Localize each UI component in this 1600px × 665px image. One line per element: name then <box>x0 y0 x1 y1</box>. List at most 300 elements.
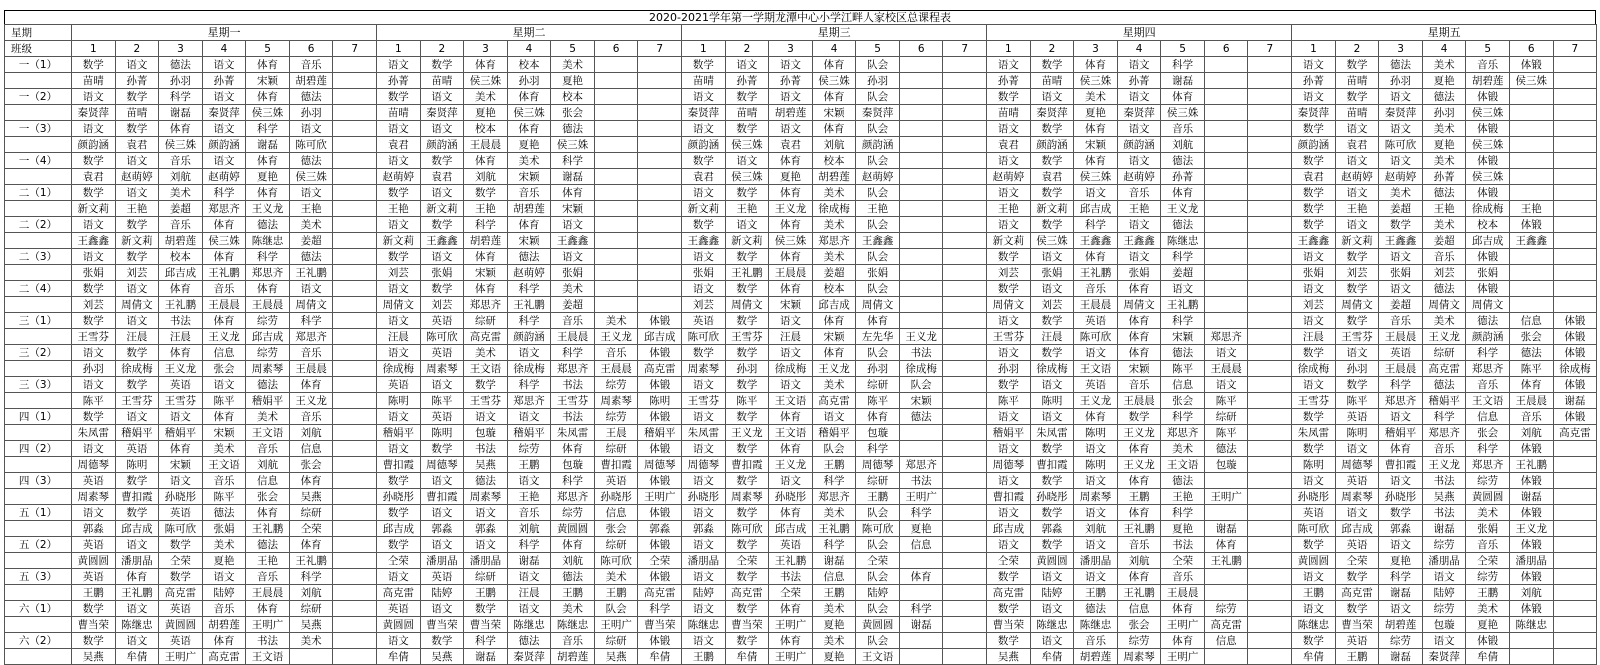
subject-cell: 音乐 <box>507 185 551 201</box>
teacher-cell: 孙菁 <box>115 73 159 89</box>
subject-cell: 语文 <box>420 89 464 105</box>
subject-cell: 英语 <box>769 537 813 553</box>
teacher-cell: 王艳 <box>289 201 333 217</box>
subject-cell: 体锻 <box>1466 249 1510 265</box>
subject-cell: 体锻 <box>1509 217 1553 233</box>
teacher-cell: 刘芸 <box>115 265 159 281</box>
subject-cell <box>1248 441 1292 457</box>
subject-cell: 数学 <box>987 377 1031 393</box>
subject-cell: 美术 <box>1161 441 1205 457</box>
subject-cell: 数学 <box>1335 601 1379 617</box>
subject-cell <box>1204 473 1248 489</box>
teacher-cell: 刘航 <box>289 425 333 441</box>
teacher-cell: 王鑫鑫 <box>72 233 116 249</box>
subject-cell: 科学 <box>1161 313 1205 329</box>
teacher-cell: 谢磊 <box>812 553 856 569</box>
subject-cell: 语文 <box>1379 601 1423 617</box>
teacher-cell: 王礼鹏 <box>1161 297 1205 313</box>
teacher-cell: 陈可欣 <box>725 521 769 537</box>
subject-cell: 科学 <box>507 313 551 329</box>
teacher-cell: 刘航 <box>507 521 551 537</box>
subject-cell: 语文 <box>1030 569 1074 585</box>
teacher-cell: 宋颖 <box>812 329 856 345</box>
teacher-cell <box>333 201 377 217</box>
subject-cell: 英语 <box>420 409 464 425</box>
subject-cell: 美术 <box>812 505 856 521</box>
teacher-cell: 王义龙 <box>725 425 769 441</box>
teacher-cell: 吴燕 <box>1422 489 1466 505</box>
teacher-cell: 陈明 <box>1292 457 1336 473</box>
teacher-cell: 宋颖 <box>812 105 856 121</box>
teacher-cell: 王鹏 <box>507 457 551 473</box>
subject-cell: 科学 <box>899 601 943 617</box>
subject-cell: 英语 <box>420 313 464 329</box>
timetable-sheet <box>4 10 1596 665</box>
subject-cell: 体育 <box>769 153 813 169</box>
subject-cell: 体育 <box>289 473 333 489</box>
teacher-cell: 仝荣 <box>987 553 1031 569</box>
teacher-cell: 王文语 <box>202 457 246 473</box>
subject-cell: 数学 <box>1335 377 1379 393</box>
teacher-cell: 新文莉 <box>725 233 769 249</box>
subject-cell: 语文 <box>289 121 333 137</box>
subject-cell: 综劳 <box>1466 569 1510 585</box>
subject-cell: 音乐 <box>159 217 203 233</box>
subject-cell: 英语 <box>1335 473 1379 489</box>
teacher-cell <box>1248 553 1292 569</box>
subject-cell: 语文 <box>72 377 116 393</box>
teacher-cell: 侯三姝 <box>1030 233 1074 249</box>
teacher-cell: 陈继忠 <box>507 617 551 633</box>
teacher-cell: 孙晓彤 <box>377 489 421 505</box>
teacher-cell: 周倩文 <box>1335 297 1379 313</box>
subject-cell <box>1553 281 1597 297</box>
subject-cell: 语文 <box>1204 345 1248 361</box>
teacher-cell: 王文语 <box>246 425 290 441</box>
teacher-cell: 包璇 <box>464 425 508 441</box>
subject-cell: 音乐 <box>202 601 246 617</box>
subject-cell <box>1248 281 1292 297</box>
subject-cell: 德法 <box>1161 345 1205 361</box>
teacher-cell: 黄圆圆 <box>856 617 900 633</box>
teacher-cell: 王鹏 <box>682 649 726 665</box>
class-name: 一（2） <box>5 89 72 105</box>
subject-cell: 体育 <box>1161 601 1205 617</box>
subject-cell <box>1553 441 1597 457</box>
teacher-cell: 郑思齐 <box>812 489 856 505</box>
teacher-cell <box>943 329 987 345</box>
day-header: 星期四 <box>987 25 1292 41</box>
teacher-cell: 苗晴 <box>987 105 1031 121</box>
subject-cell <box>1248 569 1292 585</box>
teacher-cell: 周素琴 <box>72 489 116 505</box>
table-row-teachers <box>5 265 1597 281</box>
table-row-teachers <box>5 521 1597 537</box>
subject-cell <box>1553 121 1597 137</box>
subject-cell: 数学 <box>1335 281 1379 297</box>
teacher-cell: 侯三姝 <box>1466 137 1510 153</box>
teacher-cell: 黄圆圆 <box>1292 553 1336 569</box>
teacher-cell: 张娟 <box>1030 265 1074 281</box>
subject-cell <box>943 217 987 233</box>
subject-cell: 语文 <box>377 217 421 233</box>
subject-cell: 语文 <box>72 249 116 265</box>
teacher-cell: 胡碧莲 <box>464 233 508 249</box>
subject-cell <box>943 153 987 169</box>
subject-cell: 校本 <box>551 89 595 105</box>
class-name-spacer <box>5 553 72 569</box>
subject-cell: 数学 <box>682 217 726 233</box>
subject-cell: 数学 <box>1379 505 1423 521</box>
teacher-cell <box>638 297 682 313</box>
teacher-cell: 王鑫鑫 <box>1509 233 1553 249</box>
subject-cell: 语文 <box>289 185 333 201</box>
teacher-cell: 姜超 <box>289 233 333 249</box>
subject-cell: 数学 <box>725 121 769 137</box>
class-name: 二（1） <box>5 185 72 201</box>
teacher-cell: 侯三姝 <box>246 105 290 121</box>
subject-cell: 数学 <box>725 409 769 425</box>
teacher-cell: 陈可欣 <box>856 521 900 537</box>
teacher-cell: 王礼鹏 <box>159 297 203 313</box>
subject-cell: 音乐 <box>1117 537 1161 553</box>
table-row-teachers <box>5 649 1597 665</box>
teacher-cell: 苗晴 <box>1030 73 1074 89</box>
subject-cell: 音乐 <box>1161 569 1205 585</box>
subject-cell <box>333 185 377 201</box>
subject-cell: 音乐 <box>1074 281 1118 297</box>
subject-cell: 数学 <box>1030 313 1074 329</box>
teacher-cell: 王明广 <box>246 617 290 633</box>
teacher-cell: 张娟 <box>682 265 726 281</box>
subject-cell: 体锻 <box>1509 505 1553 521</box>
teacher-cell: 包璇 <box>1204 457 1248 473</box>
subject-cell: 数学 <box>725 89 769 105</box>
subject-cell: 队会 <box>812 441 856 457</box>
teacher-cell: 刘航 <box>289 585 333 601</box>
subject-cell: 数学 <box>1030 473 1074 489</box>
subject-cell: 语文 <box>1335 505 1379 521</box>
teacher-cell <box>1204 649 1248 665</box>
class-name-spacer <box>5 265 72 281</box>
teacher-cell: 王晨晨 <box>1379 361 1423 377</box>
teacher-cell: 王义龙 <box>1509 521 1553 537</box>
teacher-cell: 新文莉 <box>420 201 464 217</box>
period-number: 1 <box>377 41 421 57</box>
teacher-cell <box>1204 265 1248 281</box>
teacher-cell: 高克雷 <box>464 329 508 345</box>
subject-cell: 数学 <box>987 89 1031 105</box>
class-name-spacer <box>5 649 72 665</box>
subject-cell: 科学 <box>246 249 290 265</box>
teacher-cell: 王礼鹏 <box>1117 521 1161 537</box>
subject-cell: 音乐 <box>289 409 333 425</box>
subject-cell <box>1204 217 1248 233</box>
teacher-cell: 王艳 <box>987 201 1031 217</box>
teacher-cell: 夏艳 <box>1074 105 1118 121</box>
subject-cell: 书法 <box>1422 505 1466 521</box>
subject-cell: 德法 <box>202 505 246 521</box>
subject-cell: 科学 <box>464 217 508 233</box>
subject-cell: 科学 <box>507 537 551 553</box>
teacher-cell <box>1553 457 1597 473</box>
subject-cell <box>1248 409 1292 425</box>
subject-cell: 英语 <box>1335 409 1379 425</box>
teacher-cell <box>333 425 377 441</box>
teacher-cell: 郑思齐 <box>551 361 595 377</box>
teacher-cell <box>1248 617 1292 633</box>
subject-cell: 语文 <box>1117 153 1161 169</box>
subject-cell: 语文 <box>769 345 813 361</box>
subject-cell: 体育 <box>246 89 290 105</box>
subject-cell: 队会 <box>856 345 900 361</box>
subject-cell <box>1204 281 1248 297</box>
period-number: 7 <box>638 41 682 57</box>
teacher-cell: 潘朋晶 <box>420 553 464 569</box>
subject-cell <box>1248 185 1292 201</box>
subject-cell: 体育 <box>289 377 333 393</box>
teacher-cell: 王明广 <box>1161 617 1205 633</box>
teacher-cell: 高克雷 <box>1553 425 1597 441</box>
teacher-cell: 徐成梅 <box>899 361 943 377</box>
subject-cell <box>1248 217 1292 233</box>
subject-cell: 队会 <box>856 121 900 137</box>
teacher-cell: 陈继忠 <box>1074 617 1118 633</box>
subject-cell: 数学 <box>1292 217 1336 233</box>
subject-cell: 体锻 <box>1553 313 1597 329</box>
teacher-cell: 周德琴 <box>987 457 1031 473</box>
subject-cell: 体育 <box>1074 121 1118 137</box>
teacher-cell: 孙羽 <box>1422 105 1466 121</box>
table-row-teachers <box>5 361 1597 377</box>
teacher-cell: 仝荣 <box>377 553 421 569</box>
teacher-cell: 孙羽 <box>1335 361 1379 377</box>
period-number: 1 <box>987 41 1031 57</box>
teacher-cell: 王晨晨 <box>1509 393 1553 409</box>
teacher-cell: 侯三姝 <box>769 233 813 249</box>
teacher-cell: 王雪芬 <box>1292 393 1336 409</box>
teacher-cell: 徐成梅 <box>769 361 813 377</box>
subject-cell <box>1248 345 1292 361</box>
subject-cell: 科学 <box>1161 409 1205 425</box>
teacher-cell: 高克雷 <box>159 585 203 601</box>
teacher-cell: 邱吉成 <box>1335 521 1379 537</box>
teacher-cell <box>943 361 987 377</box>
teacher-cell: 曹当荣 <box>725 617 769 633</box>
subject-cell: 美术 <box>551 601 595 617</box>
teacher-cell: 陈平 <box>725 393 769 409</box>
subject-cell <box>899 57 943 73</box>
subject-cell: 语文 <box>682 249 726 265</box>
subject-cell: 科学 <box>1466 345 1510 361</box>
subject-cell: 语文 <box>1422 633 1466 649</box>
subject-cell <box>333 473 377 489</box>
teacher-cell: 王鹏 <box>1292 585 1336 601</box>
teacher-cell: 郑思齐 <box>551 489 595 505</box>
subject-cell <box>943 57 987 73</box>
teacher-cell <box>1553 489 1597 505</box>
teacher-cell: 新文莉 <box>682 201 726 217</box>
teacher-cell: 潘朋晶 <box>1422 553 1466 569</box>
subject-cell: 体育 <box>1074 57 1118 73</box>
teacher-cell: 陆婷 <box>1030 585 1074 601</box>
subject-cell: 体育 <box>1161 633 1205 649</box>
subject-cell: 队会 <box>856 633 900 649</box>
teacher-cell: 王鑫鑫 <box>1379 233 1423 249</box>
table-row-subjects <box>5 377 1597 393</box>
subject-cell: 数学 <box>1292 409 1336 425</box>
period-number: 5 <box>1161 41 1205 57</box>
subject-cell: 德法 <box>507 633 551 649</box>
subject-cell: 美术 <box>1466 505 1510 521</box>
day-header: 星期五 <box>1292 25 1597 41</box>
teacher-cell: 稽娟平 <box>507 425 551 441</box>
class-name: 五（2） <box>5 537 72 553</box>
class-name: 五（1） <box>5 505 72 521</box>
table-row-subjects <box>5 313 1597 329</box>
teacher-cell: 王鹏 <box>1117 489 1161 505</box>
subject-cell: 语文 <box>1030 601 1074 617</box>
teacher-cell: 姜超 <box>1379 201 1423 217</box>
period-number: 2 <box>725 41 769 57</box>
subject-cell: 美术 <box>289 217 333 233</box>
teacher-cell: 周素琴 <box>420 361 464 377</box>
teacher-cell <box>943 233 987 249</box>
teacher-cell: 邱吉成 <box>769 521 813 537</box>
teacher-cell <box>943 393 987 409</box>
teacher-cell: 张会 <box>594 521 638 537</box>
class-name-spacer <box>5 329 72 345</box>
teacher-cell: 王义龙 <box>1117 457 1161 473</box>
teacher-cell: 夏艳 <box>464 105 508 121</box>
class-name: 二（2） <box>5 217 72 233</box>
teacher-cell: 夏艳 <box>1466 617 1510 633</box>
subject-cell: 语文 <box>159 409 203 425</box>
subject-cell <box>594 217 638 233</box>
subject-cell: 校本 <box>812 281 856 297</box>
subject-cell: 数学 <box>72 633 116 649</box>
subject-cell: 校本 <box>464 121 508 137</box>
subject-cell: 数学 <box>1335 313 1379 329</box>
subject-cell: 体锻 <box>638 537 682 553</box>
subject-cell: 语文 <box>1074 473 1118 489</box>
teacher-cell: 王文语 <box>769 425 813 441</box>
teacher-cell: 秦贤萍 <box>420 105 464 121</box>
subject-cell: 数学 <box>725 633 769 649</box>
teacher-cell: 刘航 <box>1117 553 1161 569</box>
corner-bottom-label: 班级 <box>5 41 72 57</box>
subject-cell: 体锻 <box>1509 569 1553 585</box>
subject-cell: 美术 <box>464 345 508 361</box>
table-row-teachers <box>5 201 1597 217</box>
subject-cell: 美术 <box>812 377 856 393</box>
subject-cell: 综劳 <box>1466 473 1510 489</box>
subject-cell: 体育 <box>507 89 551 105</box>
table-row-subjects <box>5 281 1597 297</box>
teacher-cell <box>943 73 987 89</box>
teacher-cell: 高克雷 <box>377 585 421 601</box>
teacher-cell: 曹当荣 <box>420 617 464 633</box>
subject-cell: 科学 <box>507 377 551 393</box>
subject-cell: 语文 <box>682 441 726 457</box>
teacher-cell: 牟倩 <box>1466 649 1510 665</box>
teacher-cell <box>1553 521 1597 537</box>
teacher-cell: 王晨晨 <box>1074 297 1118 313</box>
teacher-cell: 刘航 <box>159 169 203 185</box>
teacher-cell: 陈可欣 <box>289 137 333 153</box>
subject-cell: 科学 <box>551 473 595 489</box>
subject-cell: 语文 <box>202 121 246 137</box>
subject-cell: 体育 <box>769 185 813 201</box>
teacher-cell: 王礼鹏 <box>289 553 333 569</box>
teacher-cell: 夏艳 <box>246 169 290 185</box>
teacher-cell: 周倩文 <box>115 297 159 313</box>
subject-cell: 语文 <box>72 121 116 137</box>
teacher-cell: 侯三姝 <box>1466 105 1510 121</box>
subject-cell: 综劳 <box>1117 633 1161 649</box>
subject-cell: 语文 <box>1074 537 1118 553</box>
subject-cell: 数学 <box>987 249 1031 265</box>
teacher-cell <box>899 265 943 281</box>
teacher-cell: 汪晨 <box>1292 329 1336 345</box>
subject-cell: 德法 <box>159 57 203 73</box>
subject-cell: 德法 <box>1161 217 1205 233</box>
teacher-cell: 孙晓彤 <box>1292 489 1336 505</box>
teacher-cell: 夏艳 <box>769 169 813 185</box>
teacher-cell: 袁君 <box>1030 169 1074 185</box>
teacher-cell <box>594 201 638 217</box>
teacher-cell <box>594 169 638 185</box>
teacher-cell: 王义龙 <box>594 329 638 345</box>
subject-cell: 音乐 <box>289 345 333 361</box>
teacher-cell <box>943 649 987 665</box>
teacher-cell: 牟倩 <box>377 649 421 665</box>
table-row-teachers <box>5 297 1597 313</box>
teacher-cell: 孙羽 <box>72 361 116 377</box>
subject-cell: 语文 <box>507 345 551 361</box>
teacher-cell: 侯三姝 <box>725 169 769 185</box>
subject-cell: 数学 <box>1117 409 1161 425</box>
teacher-cell: 新文莉 <box>377 233 421 249</box>
teacher-cell: 刘航 <box>1509 585 1553 601</box>
teacher-cell <box>638 137 682 153</box>
subject-cell: 队会 <box>856 185 900 201</box>
teacher-cell <box>333 169 377 185</box>
subject-cell: 数学 <box>72 57 116 73</box>
teacher-cell: 刘芸 <box>1335 265 1379 281</box>
subject-cell <box>1204 249 1248 265</box>
subject-cell: 体育 <box>464 249 508 265</box>
teacher-cell: 牟倩 <box>725 649 769 665</box>
teacher-cell: 王礼鹏 <box>507 297 551 313</box>
teacher-cell: 苗晴 <box>72 73 116 89</box>
teacher-cell <box>333 73 377 89</box>
class-name-spacer <box>5 457 72 473</box>
subject-cell: 语文 <box>377 153 421 169</box>
teacher-cell: 稽娟平 <box>246 393 290 409</box>
subject-cell: 书法 <box>1422 473 1466 489</box>
subject-cell <box>1248 505 1292 521</box>
teacher-cell: 陈平 <box>202 489 246 505</box>
teacher-cell: 朱凤雷 <box>551 425 595 441</box>
subject-cell: 语文 <box>987 441 1031 457</box>
subject-cell: 体锻 <box>1466 185 1510 201</box>
teacher-cell <box>1553 137 1597 153</box>
subject-cell: 队会 <box>594 601 638 617</box>
teacher-cell <box>899 425 943 441</box>
subject-cell: 体锻 <box>1466 281 1510 297</box>
teacher-cell: 王明广 <box>1204 489 1248 505</box>
